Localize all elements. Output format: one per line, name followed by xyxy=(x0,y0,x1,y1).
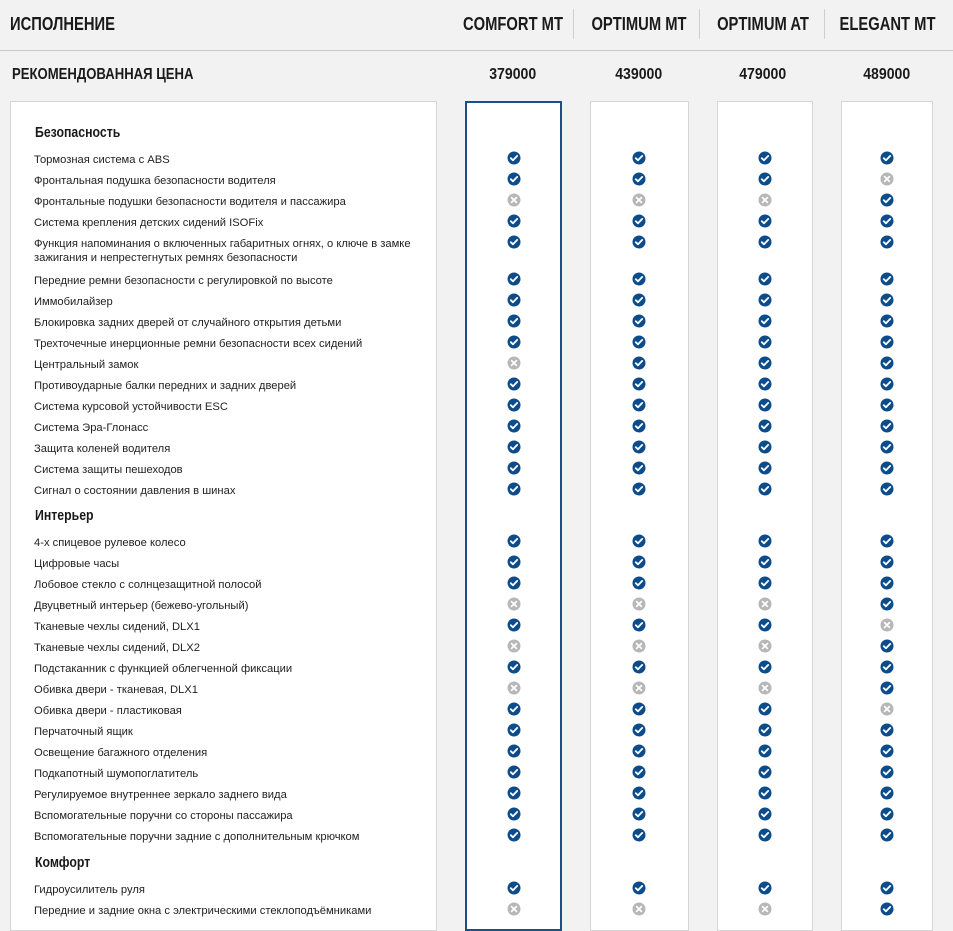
included-check-icon xyxy=(880,744,894,758)
included-check-icon xyxy=(632,214,646,228)
included-check-icon xyxy=(880,440,894,454)
included-check-icon xyxy=(880,482,894,496)
included-check-icon xyxy=(880,660,894,674)
included-check-icon xyxy=(632,555,646,569)
included-check-icon xyxy=(880,597,894,611)
feature-label: Вспомогательные поручни со стороны пассажира xyxy=(34,810,293,822)
excluded-cross-icon xyxy=(758,597,772,611)
included-check-icon xyxy=(632,660,646,674)
section-title: Интерьер xyxy=(35,507,94,524)
feature-label: Цифровые часы xyxy=(34,558,120,570)
included-check-icon xyxy=(507,576,521,590)
excluded-cross-icon xyxy=(632,193,646,207)
included-check-icon xyxy=(758,576,772,590)
excluded-cross-icon xyxy=(507,193,521,207)
included-check-icon xyxy=(632,534,646,548)
included-check-icon xyxy=(880,377,894,391)
included-check-icon xyxy=(507,440,521,454)
feature-label: Двуцветный интерьер (бежево-угольный) xyxy=(34,600,249,612)
included-check-icon xyxy=(758,534,772,548)
column-divider xyxy=(573,9,574,39)
included-check-icon xyxy=(632,293,646,307)
included-check-icon xyxy=(507,151,521,165)
included-check-icon xyxy=(632,576,646,590)
included-check-icon xyxy=(758,214,772,228)
feature-label: Блокировка задних дверей от случайного открытия детьми xyxy=(34,317,342,329)
feature-label: Сигнал о состоянии давления в шинах xyxy=(34,485,236,497)
included-check-icon xyxy=(632,172,646,186)
included-check-icon xyxy=(632,272,646,286)
included-check-icon xyxy=(507,881,521,895)
included-check-icon xyxy=(758,765,772,779)
excluded-cross-icon xyxy=(632,681,646,695)
feature-label: Обивка двери - пластиковая xyxy=(34,705,182,717)
feature-label: Система защиты пешеходов xyxy=(34,464,183,476)
included-check-icon xyxy=(507,235,521,249)
feature-label: Подкапотный шумопоглатитель xyxy=(34,768,199,780)
feature-label: Система Эра-Глонасс xyxy=(34,422,149,434)
included-check-icon xyxy=(507,419,521,433)
included-check-icon xyxy=(758,314,772,328)
included-check-icon xyxy=(632,440,646,454)
feature-label: Передние ремни безопасности с регулировкой по высоте xyxy=(34,275,333,287)
included-check-icon xyxy=(758,744,772,758)
included-check-icon xyxy=(507,398,521,412)
included-check-icon xyxy=(880,398,894,412)
included-check-icon xyxy=(632,702,646,716)
included-check-icon xyxy=(632,377,646,391)
included-check-icon xyxy=(632,744,646,758)
included-check-icon xyxy=(880,786,894,800)
excluded-cross-icon xyxy=(880,702,894,716)
included-check-icon xyxy=(507,461,521,475)
included-check-icon xyxy=(880,807,894,821)
included-check-icon xyxy=(880,723,894,737)
included-check-icon xyxy=(758,807,772,821)
included-check-icon xyxy=(507,828,521,842)
included-check-icon xyxy=(507,293,521,307)
included-check-icon xyxy=(758,398,772,412)
included-check-icon xyxy=(880,214,894,228)
included-check-icon xyxy=(507,618,521,632)
included-check-icon xyxy=(758,555,772,569)
included-check-icon xyxy=(632,828,646,842)
included-check-icon xyxy=(880,335,894,349)
included-check-icon xyxy=(632,482,646,496)
feature-label: Система крепления детских сидений ISOFix xyxy=(34,217,264,229)
feature-label: Передние и задние окна с электрическими стеклоподъёмниками xyxy=(34,905,372,917)
included-check-icon xyxy=(758,702,772,716)
included-check-icon xyxy=(758,356,772,370)
included-check-icon xyxy=(880,828,894,842)
included-check-icon xyxy=(758,293,772,307)
excluded-cross-icon xyxy=(758,902,772,916)
price-label: РЕКОМЕНДОВАННАЯ ЦЕНА xyxy=(12,66,194,83)
included-check-icon xyxy=(880,902,894,916)
feature-label: Центральный замок xyxy=(34,359,139,371)
included-check-icon xyxy=(880,293,894,307)
included-check-icon xyxy=(507,786,521,800)
excluded-cross-icon xyxy=(507,597,521,611)
feature-label: Фронтальная подушка безопасности водителя xyxy=(34,175,276,187)
included-check-icon xyxy=(758,482,772,496)
included-check-icon xyxy=(880,235,894,249)
excluded-cross-icon xyxy=(880,172,894,186)
included-check-icon xyxy=(507,744,521,758)
included-check-icon xyxy=(758,272,772,286)
included-check-icon xyxy=(632,151,646,165)
excluded-cross-icon xyxy=(507,639,521,653)
included-check-icon xyxy=(880,314,894,328)
included-check-icon xyxy=(507,272,521,286)
feature-label: Иммобилайзер xyxy=(34,296,113,308)
included-check-icon xyxy=(758,881,772,895)
feature-label: Защита коленей водителя xyxy=(34,443,171,455)
included-check-icon xyxy=(507,660,521,674)
trim-comfort-mt[interactable]: COMFORT MT xyxy=(462,14,564,34)
included-check-icon xyxy=(880,151,894,165)
excluded-cross-icon xyxy=(880,618,894,632)
included-check-icon xyxy=(758,235,772,249)
excluded-cross-icon xyxy=(507,902,521,916)
included-check-icon xyxy=(632,314,646,328)
feature-label: Трехточечные инерционные ремни безопасности всех сидений xyxy=(34,338,363,350)
feature-label: Регулируемое внутреннее зеркало заднего вида xyxy=(34,789,287,801)
table-header xyxy=(0,0,953,51)
included-check-icon xyxy=(880,461,894,475)
feature-label: Тормозная система с ABS xyxy=(34,154,170,166)
price-elegant-mt: 489000 xyxy=(863,66,911,83)
included-check-icon xyxy=(880,193,894,207)
section-title: Комфорт xyxy=(35,854,91,871)
excluded-cross-icon xyxy=(632,902,646,916)
included-check-icon xyxy=(880,419,894,433)
included-check-icon xyxy=(507,807,521,821)
feature-label: 4-х спицевое рулевое колесо xyxy=(34,537,186,549)
trim-optimum-at[interactable]: OPTIMUM AT xyxy=(717,14,809,34)
included-check-icon xyxy=(632,461,646,475)
included-check-icon xyxy=(880,272,894,286)
included-check-icon xyxy=(880,639,894,653)
included-check-icon xyxy=(758,786,772,800)
included-check-icon xyxy=(632,786,646,800)
included-check-icon xyxy=(632,723,646,737)
excluded-cross-icon xyxy=(507,681,521,695)
excluded-cross-icon xyxy=(758,193,772,207)
feature-label: Перчаточный ящик xyxy=(34,726,133,738)
included-check-icon xyxy=(758,335,772,349)
feature-label: Тканевые чехлы сидений, DLX2 xyxy=(34,642,200,654)
feature-label: Вспомогательные поручни задние с дополнительным крючком xyxy=(34,831,360,843)
feature-label: Противоударные балки передних и задних дверей xyxy=(34,380,297,392)
section-title: Безопасность xyxy=(35,124,121,141)
included-check-icon xyxy=(880,681,894,695)
excluded-cross-icon xyxy=(632,597,646,611)
included-check-icon xyxy=(758,660,772,674)
price-optimum-at: 479000 xyxy=(739,66,787,83)
included-check-icon xyxy=(632,419,646,433)
feature-label: Подстаканник с функцией облегченной фиксации xyxy=(34,663,293,675)
included-check-icon xyxy=(507,377,521,391)
included-check-icon xyxy=(758,172,772,186)
included-check-icon xyxy=(880,765,894,779)
included-check-icon xyxy=(507,314,521,328)
included-check-icon xyxy=(880,881,894,895)
included-check-icon xyxy=(632,807,646,821)
included-check-icon xyxy=(758,151,772,165)
included-check-icon xyxy=(880,555,894,569)
feature-label: Тканевые чехлы сидений, DLX1 xyxy=(34,621,200,633)
included-check-icon xyxy=(632,235,646,249)
included-check-icon xyxy=(880,356,894,370)
feature-label: Система курсовой устойчивости ESC xyxy=(34,401,228,413)
included-check-icon xyxy=(507,702,521,716)
price-optimum-mt: 439000 xyxy=(615,66,663,83)
included-check-icon xyxy=(507,172,521,186)
excluded-cross-icon xyxy=(758,639,772,653)
included-check-icon xyxy=(758,618,772,632)
included-check-icon xyxy=(507,482,521,496)
feature-label: Освещение багажного отделения xyxy=(34,747,208,759)
excluded-cross-icon xyxy=(758,681,772,695)
included-check-icon xyxy=(758,723,772,737)
included-check-icon xyxy=(758,461,772,475)
included-check-icon xyxy=(758,377,772,391)
included-check-icon xyxy=(632,765,646,779)
included-check-icon xyxy=(880,534,894,548)
column-title: ИСПОЛНЕНИЕ xyxy=(10,14,115,34)
included-check-icon xyxy=(632,335,646,349)
included-check-icon xyxy=(758,440,772,454)
included-check-icon xyxy=(758,419,772,433)
included-check-icon xyxy=(507,335,521,349)
feature-label: Лобовое стекло с солнцезащитной полосой xyxy=(34,579,262,591)
trim-elegant-mt[interactable]: ELEGANT MT xyxy=(839,14,935,34)
price-row xyxy=(0,50,953,100)
feature-label: Фронтальные подушки безопасности водителя и пассажира xyxy=(34,196,346,208)
included-check-icon xyxy=(880,576,894,590)
trim-optimum-mt[interactable]: OPTIMUM MT xyxy=(591,14,687,34)
price-comfort-mt: 379000 xyxy=(489,66,537,83)
included-check-icon xyxy=(632,881,646,895)
feature-label: Функция напоминания о включенных габаритных огнях, о ключе в замке зажигания и непрестегнутых ремнях безопасности xyxy=(34,238,411,264)
excluded-cross-icon xyxy=(507,356,521,370)
feature-label: Гидроусилитель руля xyxy=(34,884,145,896)
included-check-icon xyxy=(507,555,521,569)
included-check-icon xyxy=(632,398,646,412)
included-check-icon xyxy=(507,723,521,737)
included-check-icon xyxy=(632,356,646,370)
included-check-icon xyxy=(758,828,772,842)
included-check-icon xyxy=(632,618,646,632)
column-divider xyxy=(699,9,700,39)
feature-label: Обивка двери - тканевая, DLX1 xyxy=(34,684,198,696)
excluded-cross-icon xyxy=(632,639,646,653)
included-check-icon xyxy=(507,765,521,779)
included-check-icon xyxy=(507,534,521,548)
included-check-icon xyxy=(507,214,521,228)
